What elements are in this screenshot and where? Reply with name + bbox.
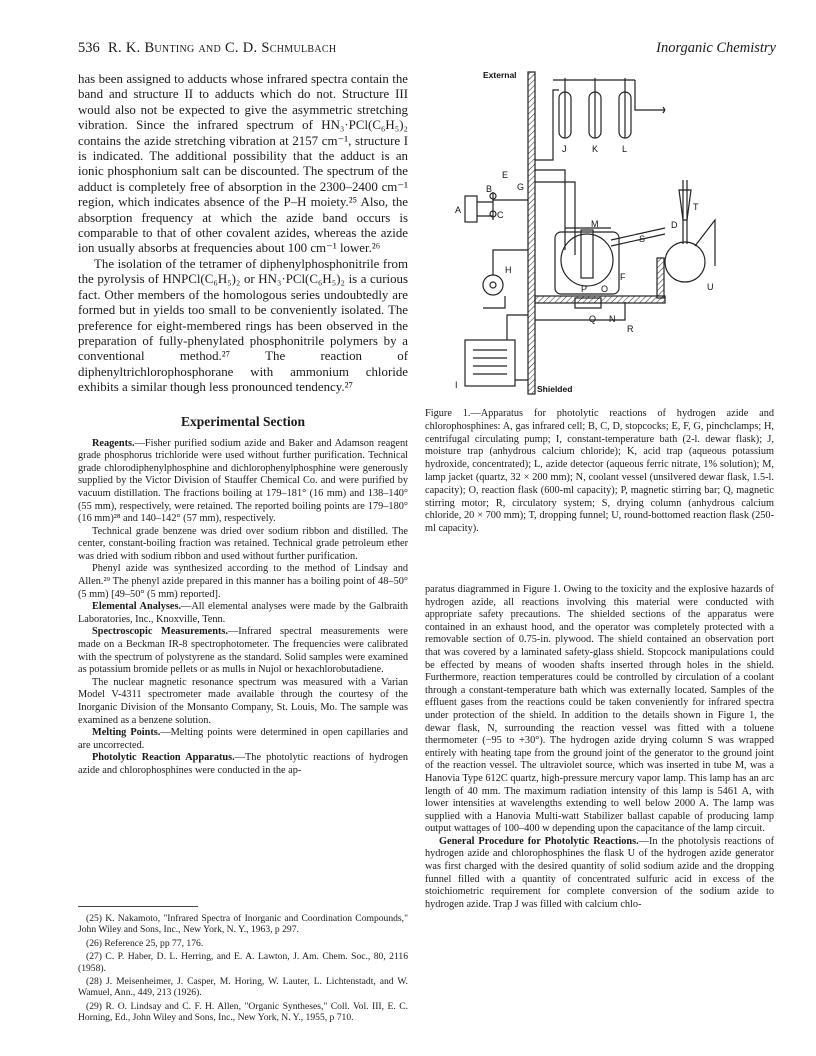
label-f: F xyxy=(620,272,626,282)
running-header xyxy=(78,40,776,60)
footnote: (27) C. P. Haber, D. L. Herring, and E. A. Lawton, J. Am. Chem. Soc., 80, 2116 (1958). xyxy=(78,951,408,974)
label-n: N xyxy=(609,314,616,324)
shelf xyxy=(535,296,665,303)
label-i: I xyxy=(455,380,458,390)
label-j: J xyxy=(562,144,567,154)
paragraph-text: —Infrared spectral measurements were made on a Beckman IR-8 spectrophotometer. The frequencies were calibrated with the spectrum of polystyrene as the standard. Solid samples were examined as potassium bromide pellets or as mulls in Nujol or hexachlorobutadiene. xyxy=(78,626,408,676)
drying-column xyxy=(611,228,665,240)
label-b: B xyxy=(486,184,493,194)
label-o: O xyxy=(601,284,609,294)
paragraph: Technical grade benzene was dried over sodium ribbon and distilled. The center, constant-boiling fraction was retained. Technical grade petroleum ether was dried with sodium ribbon and used without further purification. xyxy=(78,525,408,562)
section-heading: Experimental Section xyxy=(180,413,306,429)
right-column xyxy=(425,584,774,911)
paragraph xyxy=(78,727,408,752)
paragraph-text: —All elemental analyses were made by the Galbraith Laboratories, Inc., Knoxville, Tenn. xyxy=(78,601,408,625)
circulating-pump xyxy=(483,275,503,295)
run-in-heading: Melting Points. xyxy=(92,727,161,739)
footnote: (29) R. O. Lindsay and C. F. H. Allen, "Organic Syntheses," Coll. Vol. III, E. C. Horning, Ed., John Wiley and Sons, Inc., New York, N. Y., 1955, p 710. xyxy=(78,1000,408,1024)
paragraph-text: —Fisher purified sodium azide and Baker and Adamson reagent grade phosphorus trichloride were used without further purification. Technical grade chlorodiphenylphosphine and dichlorophenylphosphine were generously supplied by the Victor Division of Stauffer Chemical Co. and were purified by vacuum distillation. The fractions boiling at 179–181° (16 mm) and 138–140° (55 mm), respectively, were retained. The reported boiling points are 179–180° (16 mm)²⁸ and 140–142° (57 mm), respectively. xyxy=(78,437,408,525)
page-number: 536 xyxy=(78,40,100,56)
label-s: S xyxy=(639,234,646,244)
paragraph xyxy=(78,752,408,777)
label-a: A xyxy=(455,205,462,215)
lamp-jacket xyxy=(581,230,593,278)
paragraph-text: —The photolytic reactions of hydrogen azide and chlorophosphines were conducted in the ap- xyxy=(78,752,408,776)
paragraph: paratus diagrammed in Figure 1. Owing to the toxicity and the explosive hazards of hydrogen azide, all reactions involving this material were conducted with appropriate safety precautions. The shielded sections of the apparatus were contained in an exhaust hood, and the operator was completely protected with a removable section of 0.75-in. plywood. The shield contained an observation port that was covered by a laminated safety-glass shield. Stopcock manipulations could be effected by means of wooden shafts inserted through holes in the shield. Furthermore, reaction temperatures could be controlled by circulation of a coolant through a constant-temperature bath which was externally located. Samples of the effluent gases from the reactions could be taken conveniently for infrared spectra under protection of the shield. In addition to the details shown in Figure 1, the dewar flask, N, surrounding the reaction vessel was fitted with a toluene thermometer (−95 to +30°). The hydrogen azide drying column S was wrapped entirely with heating tape from the ground joint of the generator to the ground joint of the reaction vessel. The ultraviolet source, which was inserted in tube M, was a Hanovia Type 612C quartz, high-pressure mercury vapor lamp. This lamp has an arc length of 40 mm. The maximum radiation intensity of this lamp is 5461 A, with lower intensities at wavelengths extending to well below 2000 A. The lamp was supplied with a Hanovia Multi-watt Stabilizer ballast capable of producing lamp output wattages of 100–400 w depending upon the capacitance of the lamp circuit. xyxy=(425,584,774,835)
label-shielded: Shielded xyxy=(537,384,573,394)
run-in-heading: General Procedure for Photolytic Reactions. xyxy=(439,835,639,847)
apparatus-figure xyxy=(425,70,774,410)
footnote: (25) K. Nakamoto, "Infrared Spectra of Inorganic and Coordination Compounds," John Wiley and Sons, Inc., New York, N. Y., 1963, p 297. xyxy=(78,913,408,936)
paragraph: The isolation of the tetramer of diphenylphosphonitrile from the pyrolysis of HNPCl(C₆H₅)₂ or HN₃·PCl(C₆H₅)₂ is a curious fact. Other members of the homologous series undoubtedly are formed but in yields too small to be conveniently isolated. The preference for eight-membered rings has been observed in the preparation of fully-phenylated phosphonitrile polymers by a conventional method.²⁷ The reaction of diphenyltrichlorophosphorane with ammonium chloride exhibits a similar though less pronounced tendency.²⁷ xyxy=(78,256,408,395)
left-column xyxy=(78,72,408,778)
run-in-heading: Spectroscopic Measurements. xyxy=(92,626,228,638)
paragraph-text: —In the photolysis reactions of hydrogen azide and chlorophosphines the flask U of the hydrogen azide generator was first charged with the desired quantity of solid sodium azide and the dropping funnel filled with a quantity of concentrated sulfuric acid in excess of the stoichiometric requirement for complete conversion of the sodium azide to hydrogen azide. Trap J was filled with calcium chlo- xyxy=(425,835,774,910)
label-u: U xyxy=(707,282,714,292)
paragraph xyxy=(78,438,408,526)
label-r: R xyxy=(627,324,634,334)
dropping-funnel xyxy=(679,190,691,220)
paragraph xyxy=(78,626,408,676)
journal-name: Inorganic Chemistry xyxy=(656,40,776,56)
paragraph xyxy=(78,601,408,626)
label-h: H xyxy=(505,265,512,275)
label-k: K xyxy=(592,144,599,154)
footnote: (28) J. Meisenheimer, J. Casper, M. Horing, W. Lauter, L. Lichtenstadt, and W. Wamuel, Ann., 449, 213 (1926). xyxy=(78,976,408,999)
trap-l xyxy=(619,78,631,138)
round-bottom-flask xyxy=(665,242,705,282)
footnotes xyxy=(78,906,408,1026)
run-in-heading: Elemental Analyses. xyxy=(92,601,182,613)
paragraph xyxy=(425,836,774,912)
paragraph-text: —Melting points were determined in open capillaries and are uncorrected. xyxy=(78,727,408,751)
label-q: Q xyxy=(589,314,597,324)
label-d: D xyxy=(671,220,678,230)
constant-temperature-bath xyxy=(465,340,515,386)
paragraph: Phenyl azide was synthesized according to the method of Lindsay and Allen.²⁹ The phenyl azide prepared in this manner has a boiling point of 48–50° (5 mm) [49–50° (5 mm) reported]. xyxy=(78,563,408,600)
gas-ir-cell xyxy=(465,196,477,222)
label-c: C xyxy=(497,210,504,220)
footnote-rule xyxy=(78,906,198,907)
paragraph: has been assigned to adducts whose infrared spectra contain the band and structure II to adducts which do not. Structure III would also not be expected to give the asymmetric stretching vibration. Since the infrared spectrum of HN₃·PCl(C₆H₅)₂ contains the azide stretching vibration at 2157 cm⁻¹, structure I is indicated. The additional possibility that the adduct is an ionic phosphonium salt can be discounted. The spectrum of the adduct is completely free of absorption in the 2300–2400 cm⁻¹ region, which indicates absence of the P–H moiety.²⁵ Also, the absorption frequency at which the azide band occurs is comparable to that of other covalent azides, whereas the azide ion usually absorbs at frequencies about 100 cm⁻¹ lower.²⁶ xyxy=(78,72,408,256)
label-p: P xyxy=(581,284,588,294)
shield-wall xyxy=(528,72,535,394)
label-t: T xyxy=(693,202,699,212)
figure-caption: Figure 1.—Apparatus for photolytic reactions of hydrogen azide and chlorophosphines: A, gas infrared cell; B, C, D, stopcocks; E, F, G, pinchclamps; H, centrifugal circulating pump; I, constant-temperature bath (2-l. dewar flask); J, moisture trap (anhydrous calcium chloride); K, acid trap (aqueous potassium hydroxide, concentrated); L, azide detector (aqueous ferric nitrate, 1% solution); M, lamp jacket (quartz, 32 × 200 mm); N, coolant vessel (unsilvered dewar flask, 1.5-l. capacity); O, reaction flask (600-ml capacity); P, magnetic stirring bar; Q, magnetic stirring motor; R, circulatory system; S, drying column (anhydrous calcium chloride, 20 × 700 mm); T, dropping funnel; U, round-bottomed reaction flask (250-ml capacity). xyxy=(425,408,774,535)
label-l: L xyxy=(622,144,628,154)
trap-k xyxy=(589,78,601,138)
footnote: (26) Reference 25, pp 77, 176. xyxy=(86,937,204,949)
trap-j xyxy=(559,78,571,138)
label-e: E xyxy=(502,170,509,180)
run-in-heading: Photolytic Reaction Apparatus. xyxy=(92,752,235,764)
paragraph: The nuclear magnetic resonance spectrum was measured with a Varian Model V-4311 spectrometer made available through the courtesy of the Inorganic Division of the Monsanto Company, St. Louis, Mo. The sample was examined as a benzene solution. xyxy=(78,676,408,726)
running-authors: R. K. Bunting and C. D. Schmulbach xyxy=(108,40,337,56)
run-in-heading: Reagents. xyxy=(92,437,135,449)
label-m: M xyxy=(591,219,599,229)
label-external: External xyxy=(483,70,517,80)
label-g: G xyxy=(517,182,525,192)
